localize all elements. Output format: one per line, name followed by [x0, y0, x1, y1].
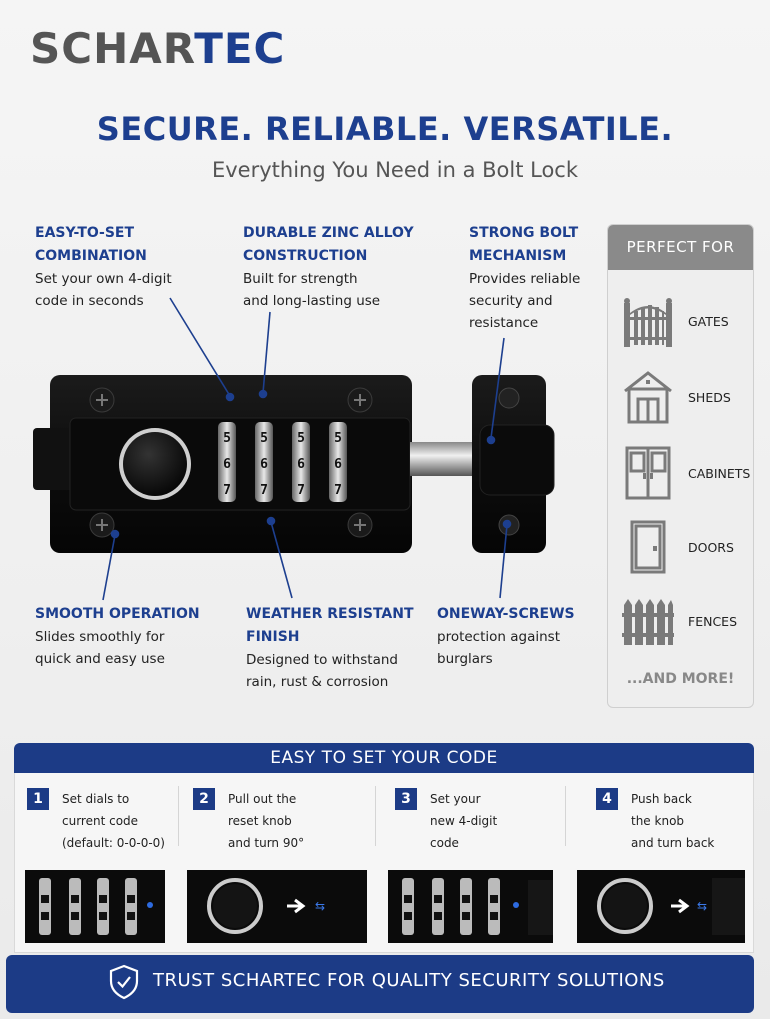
feature-desc: Slides smoothly for — [35, 629, 165, 645]
fence-icon — [622, 593, 674, 649]
code-section-title: EASY TO SET YOUR CODE — [14, 743, 754, 773]
feature-desc: protection against — [437, 629, 561, 645]
step-text — [631, 788, 770, 854]
feature-title: DURABLE ZINC ALLOY — [243, 225, 414, 241]
brand-logo-part2: TEC — [194, 24, 286, 73]
feature-desc: security and — [469, 293, 553, 309]
feature-title: MECHANISM — [469, 248, 567, 264]
perfect-for-panel — [607, 224, 754, 708]
feature-desc: Set your own 4-digit — [35, 271, 172, 287]
feature-oneway-screws — [437, 603, 597, 670]
svg-text:5: 5 — [297, 431, 305, 446]
feature-desc: resistance — [469, 315, 539, 331]
feature-desc: rain, rust & corrosion — [246, 674, 389, 690]
cabinet-icon — [622, 445, 674, 501]
step-4 — [596, 786, 770, 866]
feature-desc: and long-lasting use — [243, 293, 381, 309]
step-line: Push back — [631, 792, 692, 806]
step-line: reset knob — [228, 814, 292, 828]
feature-title: WEATHER RESISTANT — [246, 606, 414, 622]
use-item-sheds — [622, 367, 752, 427]
svg-text:6: 6 — [223, 457, 231, 472]
perfect-for-title: PERFECT FOR — [608, 225, 753, 270]
use-label: GATES — [688, 313, 729, 329]
feature-desc: Designed to withstand — [246, 652, 398, 668]
step-2 — [193, 786, 373, 866]
step-text — [430, 788, 580, 854]
step-2-image — [187, 870, 367, 943]
brand-logo-part1: SCHAR — [30, 24, 195, 73]
step-line: new 4-digit — [430, 814, 498, 828]
step-1 — [27, 786, 207, 866]
step-number: 2 — [193, 788, 215, 810]
svg-text:6: 6 — [334, 457, 342, 472]
svg-text:5: 5 — [334, 431, 342, 446]
feature-desc: code in seconds — [35, 293, 144, 309]
step-number: 4 — [596, 788, 618, 810]
svg-text:⇆: ⇆ — [315, 899, 326, 913]
step-line: Pull out the — [228, 792, 297, 806]
step-4-image — [577, 870, 745, 943]
use-item-gates — [622, 291, 752, 351]
use-item-doors — [622, 517, 752, 577]
step-line: and turn 90° — [228, 836, 305, 850]
svg-text:7: 7 — [297, 483, 305, 498]
gate-icon — [622, 293, 674, 349]
feature-title: SMOOTH OPERATION — [35, 606, 200, 622]
step-3-image — [388, 870, 553, 943]
svg-text:5: 5 — [223, 431, 231, 446]
feature-desc: Built for strength — [243, 271, 358, 287]
use-label: CABINETS — [688, 465, 751, 481]
svg-text:6: 6 — [260, 457, 268, 472]
step-text — [228, 788, 378, 854]
svg-text:6: 6 — [297, 457, 305, 472]
svg-text:7: 7 — [260, 483, 268, 498]
use-item-fences — [622, 591, 752, 651]
step-line: Set dials to — [62, 792, 130, 806]
use-item-cabinets — [622, 443, 752, 503]
feature-desc: Provides reliable — [469, 271, 581, 287]
step-line: (default: 0-0-0-0) — [62, 836, 165, 850]
feature-title: FINISH — [246, 629, 300, 645]
feature-title: ONEWAY-SCREWS — [437, 606, 575, 622]
step-line: and turn back — [631, 836, 715, 850]
footer-text: TRUST SCHARTEC FOR QUALITY SECURITY SOLUTIONS — [153, 970, 665, 991]
feature-title: EASY-TO-SET — [35, 225, 135, 241]
svg-text:7: 7 — [223, 483, 231, 498]
step-line: Set your — [430, 792, 481, 806]
use-label: FENCES — [688, 613, 737, 629]
svg-text:⇆: ⇆ — [697, 899, 708, 913]
step-3 — [395, 786, 575, 866]
svg-text:7: 7 — [334, 483, 342, 498]
feature-title: STRONG BOLT — [469, 225, 579, 241]
headline: SECURE. RELIABLE. VERSATILE. — [96, 110, 674, 148]
step-line: current code — [62, 814, 139, 828]
shield-check-icon — [108, 964, 140, 1000]
step-number: 1 — [27, 788, 49, 810]
step-line: code — [430, 836, 459, 850]
and-more-label: ...AND MORE! — [626, 671, 735, 687]
step-1-image — [25, 870, 165, 943]
feature-title: COMBINATION — [35, 248, 147, 264]
feature-smooth-operation — [35, 603, 235, 670]
feature-title: CONSTRUCTION — [243, 248, 368, 264]
shed-icon — [622, 369, 674, 425]
door-icon — [622, 519, 674, 575]
feature-desc: quick and easy use — [35, 651, 165, 667]
feature-desc: burglars — [437, 651, 493, 667]
svg-text:5: 5 — [260, 431, 268, 446]
feature-weather-resistant — [246, 603, 446, 693]
step-text — [62, 788, 212, 854]
step-line: the knob — [631, 814, 685, 828]
use-label: SHEDS — [688, 389, 731, 405]
step-number: 3 — [395, 788, 417, 810]
subline: Everything You Need in a Bolt Lock — [211, 158, 579, 182]
callout-lines — [0, 0, 600, 610]
use-label: DOORS — [688, 539, 734, 555]
